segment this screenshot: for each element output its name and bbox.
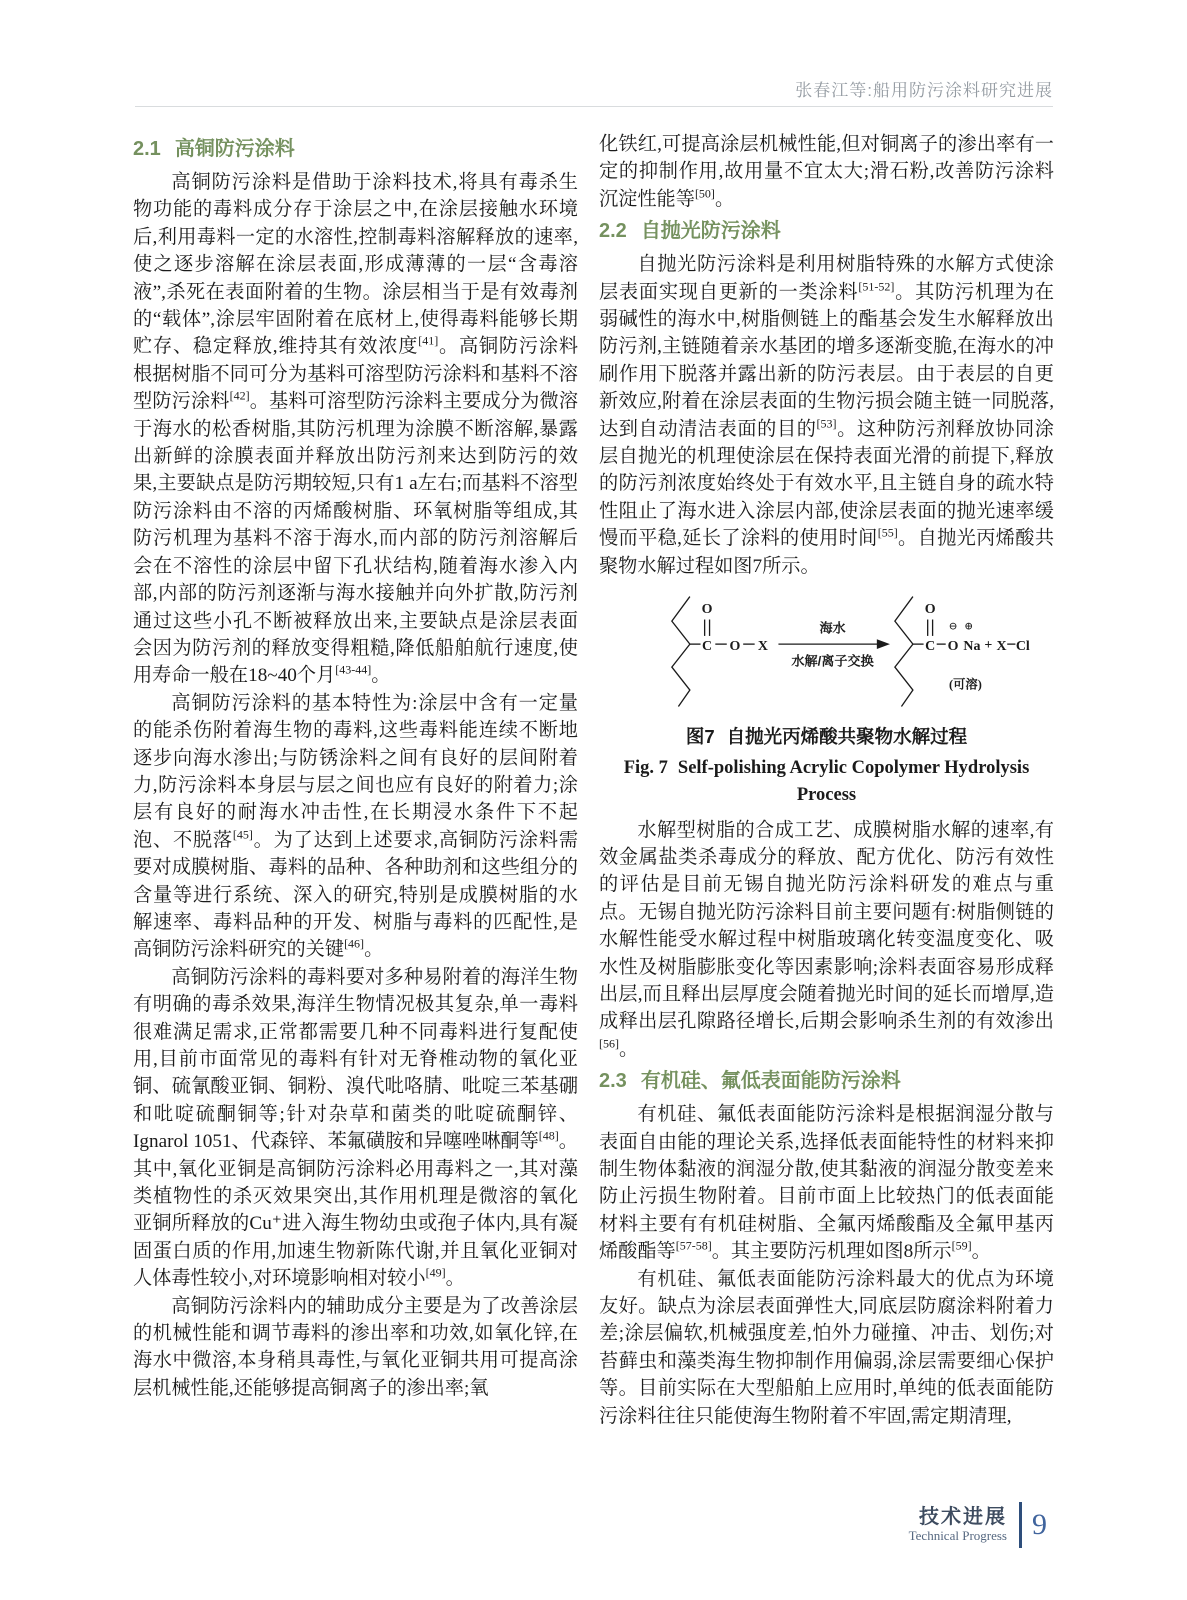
running-head: 张春江等:船用防污涂料研究进展 [795,81,1053,100]
paragraph: 有机硅、氟低表面能防污涂料是根据润湿分散与表面自由能的理论关系,选择低表面能特性的材料来抑制生物体黏液的润湿分散,使其黏液的润湿分散变差来防止污损生物附着。目前市面上比较热门的低表面能材料主要有有机硅树脂、全氟丙烯酸酯及全氟甲基丙烯酸酯等[57-58]。其主要防污机理如图8所示[59]。 [599,1104,1054,1263]
paragraph: 高铜防污涂料的毒料要对多种易附着的海洋生物有明确的毒杀效果,海洋生物情况极其复杂,单一毒料很难满足需求,正常都需要几种不同毒料进行复配使用,目前市面常见的毒料有针对无脊椎动物的氧化亚铜、硫氰酸亚铜、铜粉、溴代吡咯腈、吡啶三苯基硼和吡啶硫酮铜等;针对杂草和菌类的吡啶硫酮锌、Ignarol 1051、代森锌、苯氟磺胺和异噻唑啉酮等[48]。其中,氧化亚铜是高铜防污涂料必用毒料之一,其对藻类植物性的杀灭效果突出,其作用机理是微溶的氧化亚铜所释放的Cu⁺进入海生物幼虫或孢子体内,具有凝固蛋白质的作用,加速生物新陈代谢,并且氧化亚铜对人体毒性较小,对环境影响相对较小[49]。 [133,966,578,1290]
left-column [133,131,578,1402]
section-number: 2.3 [599,1070,627,1093]
plus-sign: + [984,638,993,654]
arrow-head [877,639,890,649]
atom-o-ion: O [947,638,959,654]
paragraph: 水解型树脂的合成工艺、成膜树脂水解的速率,有效金属盐类杀毒成分的释放、配方优化、防污有效性的评估是目前无锡自抛光防污涂料研发的难点与重点。无锡自抛光防污涂料目前主要问题有:树脂侧链的水解性能受水解过程中树脂玻璃化转变温度变化、吸水性及树脂膨胀变化等因素影响;涂料表面容易形成释出层,而且释出层厚度会随着抛光时间的延长而增厚,造成释出层孔隙路径增长,后期会影响杀生剂的有效渗出[56]。 [599,819,1054,1060]
page-number: 9 [1032,1508,1047,1541]
atom-o-double-left: O [701,602,713,618]
paragraph: 高铜防污涂料是借助于涂料技术,将具有毒杀生物功能的毒料成分存于涂层之中,在涂层接触水环境后,利用毒料一定的水溶性,控制毒料溶解释放的速率,使之逐步溶解在涂层表面,形成薄薄的一层“含毒溶液”,杀死在表面附着的生物。涂层相当于是有效毒剂的“载体”,涂层牢固附着在底材上,使得毒料能够长期贮存、稳定释放,维持其有效浓度[41]。高铜防污涂料根据树脂不同可分为基料可溶型防污涂料和基料不溶型防污涂料[42]。基料可溶型防污涂料主要成分为微溶于海水的松香树脂,其防污机理为涂膜不断溶解,暴露出新鲜的涂膜表面并释放出防污剂来达到防污的效果,主要缺点是防污期较短,只有1 a左右;而基料不溶型防污涂料由不溶的丙烯酸树脂、环氧树脂等组成,其防污机理为基料不溶于海水,而内部的防污剂溶解后会在不溶性的涂层中留下孔状结构,随着海水渗入内部,内部的防污剂逐渐与海水接触并向外扩散,防污剂通过这些小孔不断被释放出来,主要缺点是涂层表面会因为防污剂的释放变得粗糙,降低船舶航行速度,使用寿命一般在18~40个月[43-44]。 [133,172,579,687]
polymer-backbone-left [672,597,690,707]
figure7-reaction-diagram [621,590,1031,713]
footer-section-labels [909,1506,1007,1544]
section-number: 2.2 [599,220,627,243]
paragraph: 高铜防污涂料内的辅助成分主要是为了改善涂层的机械性能和调节毒料的渗出率和功效,如氧化锌,在海水中微溶,本身稍具毒性,与氧化亚铜共用可提高涂层机械性能,还能够提高铜离子的渗出率;氧 [133,1295,578,1399]
section-title: 高铜防污涂料 [174,138,295,160]
atom-c-left: C [702,638,713,654]
figure7 [621,590,1031,713]
page-footer [909,1502,1047,1548]
paragraph-continuation: 化铁红,可提高涂层机械性能,但对铜离子的渗出率有一定的抑制作用,故用量不宜太大;滑石粉,改善防污涂料沉淀性能等[50]。 [599,134,1054,210]
atom-cl: Cl [1015,638,1030,654]
paragraph: 自抛光防污涂料是利用树脂特殊的水解方式使涂层表面实现自更新的一类涂料[51-52]。其防污机理为在弱碱性的海水中,树脂侧链上的酯基会发生水解释放出防污剂,主链随着亲水基团的增多逐渐变脆,在海水的冲刷作用下脱落并露出新的防污表层。由于表层的自更新效应,附着在涂层表面的生物污损会随主链一同脱落,达到自动清洁表面的目的[53]。这种防污剂释放协同涂层自抛光的机理使涂层在保持表面光滑的前提下,释放的防污剂浓度始终处于有效水平,且主链自身的疏水特性阻止了海水进入涂层内部,使涂层表面的抛光速率缓慢而平稳,延长了涂料的使用时间[55]。自抛光丙烯酸共聚物水解过程如图7所示。 [599,254,1055,577]
polymer-backbone-right [895,597,913,707]
footer-divider-bar [1019,1502,1022,1548]
paragraph: 高铜防污涂料的基本特性为:涂层中含有一定量的能杀伤附着海生物的毒料,这些毒料能连续不断地逐步向海水渗出;与防锈涂料之间有良好的层间附着力,防污涂料本身层与层之间也应有良好的附着力;涂层有良好的耐海水冲击性,在长期浸水条件下不起泡、不脱落[45]。为了达到上述要求,高铜防污涂料需要对成膜树脂、毒料的品种、各种助剂和这些组分的含量等进行系统、深入的研究,特别是成膜树脂的水解速率、毒料品种的开发、树脂与毒料的匹配性,是高铜防污涂料研究的关键[46]。 [133,692,579,961]
atom-c-right: C [925,638,936,654]
soluble-label: (可溶) [949,677,982,692]
section-heading-2-3 [599,1067,1054,1095]
footer-section-zh: 技术进展 [919,1506,1007,1528]
charge-minus-icon: ⊖ [948,621,958,633]
footer-section-en: Technical Progress [908,1528,1007,1543]
right-column [599,131,1054,1430]
figure7-label-en: Fig. 7 [623,757,668,778]
figure7-caption-zh: 图7 自抛光丙烯酸共聚物水解过程 [685,726,968,748]
atom-o-ester-left: O [729,638,741,654]
section-number: 2.1 [133,138,161,160]
section-title: 自抛光防污涂料 [640,220,781,243]
arrow-label-bottom: 水解/离子交换 [791,653,874,669]
arrow-label-top: 海水 [819,620,846,636]
section-title: 有机硅、氟低表面能防污涂料 [640,1070,901,1093]
atom-o-double-right: O [924,602,936,618]
figure7-caption-en: Fig. 7 Self-polishing Acrylic Copolymer Hydrolysis Process [623,757,1030,805]
figure7-label-zh: 图7 [685,726,715,748]
charge-plus-icon: ⊕ [964,621,974,633]
header-rule [135,106,1053,107]
paragraph: 有机硅、氟低表面能防污涂料最大的优点为环境友好。缺点为涂层表面弹性大,同底层防腐涂料附着力差;涂层偏软,机械强度差,怕外力碰撞、冲击、划伤;对苔藓虫和藻类海生物抑制作用偏弱,涂层需要细心保护等。目前实际在大型船舶上应用时,单纯的低表面能防污涂料往往只能使海生物附着不牢固,需定期清理, [599,1268,1054,1427]
atom-x-left: X [757,638,768,654]
section-heading-2-1 [133,135,578,163]
atom-x-right: X [996,638,1007,654]
section-heading-2-2 [599,217,1054,245]
atom-na: Na [963,638,981,654]
